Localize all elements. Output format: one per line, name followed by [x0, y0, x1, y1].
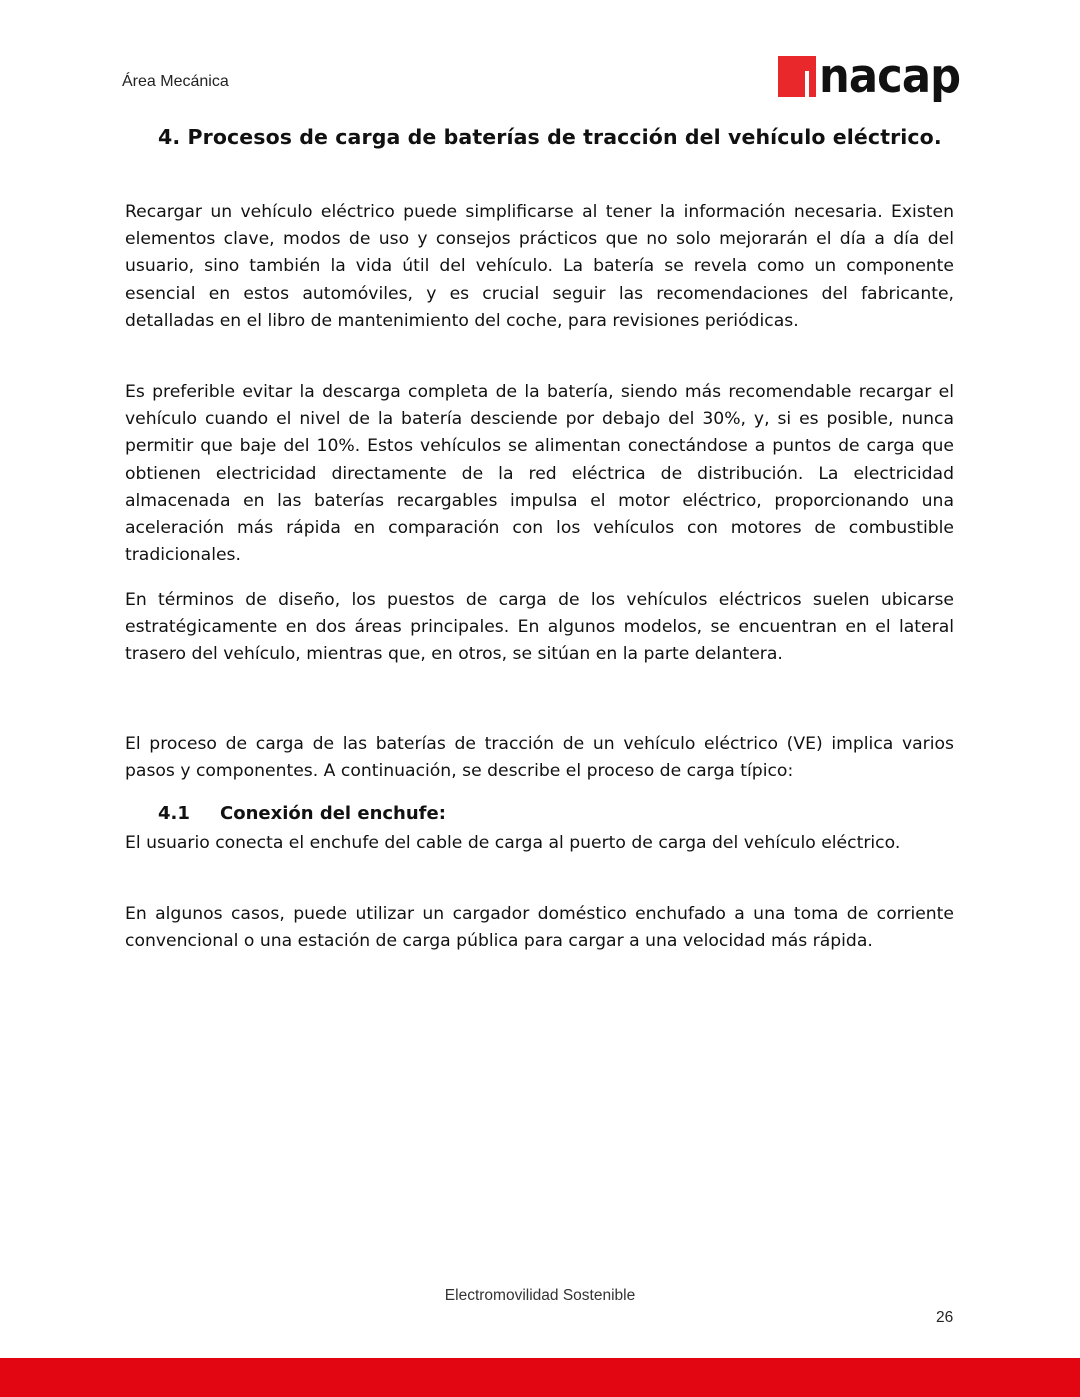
- logo-mark-icon: [778, 56, 816, 97]
- paragraph-3: En términos de diseño, los puestos de carga de los vehículos eléctricos suelen ubicarse estratégicamente en dos áreas principales. En algunos modelos, se encuentran en el lateral trasero del vehículo, mientras que, en otros, se sitúan en la parte delantera.: [125, 590, 954, 665]
- page-number: 26: [936, 1309, 954, 1326]
- paragraph-2: Es preferible evitar la descarga completa de la batería, siendo más recomendable recargar el vehículo cuando el nivel de la batería desciende por debajo del 30%, y, si es posible, nunca permitir que baje del 10%. Estos vehículos se alimentan conectándose a puntos de carga que obtienen electricidad directamente de la red eléctrica de distribución. La electricidad almacenada en las baterías recargables impulsa el motor eléctrico, proporcionando una aceleración más rápida en comparación con los vehículos con motores de combustible tradicionales.: [125, 382, 954, 566]
- subsection-paragraph-1: El usuario conecta el enchufe del cable de carga al puerto de carga del vehículo eléctrico.: [125, 833, 901, 853]
- paragraph-1: Recargar un vehículo eléctrico puede simplificarse al tener la información necesaria. Existen elementos clave, modos de uso y consejos prácticos que no solo mejorarán el día a día del usuario, sino también la vida útil del vehículo. La batería se revela como un componente esencial en estos automóviles, y es crucial seguir las recomendaciones del fabricante, detalladas en el libro de mantenimiento del coche, para revisiones periódicas.: [125, 202, 954, 331]
- footer-red-bar: [0, 1358, 1080, 1397]
- footer-title: Electromovilidad Sostenible: [444, 1287, 636, 1304]
- subsection-title: Conexión del enchufe:: [220, 803, 446, 824]
- subsection-paragraph-2: En algunos casos, puede utilizar un cargador doméstico enchufado a una toma de corriente convencional o una estación de carga pública para cargar a una velocidad más rápida.: [125, 904, 954, 952]
- header-area-label: Área Mecánica: [122, 73, 229, 90]
- logo-text: nacap: [819, 49, 961, 104]
- section-title: 4. Procesos de carga de baterías de tracción del vehículo eléctrico.: [158, 125, 942, 149]
- inacap-logo: [778, 49, 972, 110]
- paragraph-4: El proceso de carga de las baterías de tracción de un vehículo eléctrico (VE) implica varios pasos y componentes. A continuación, se describe el proceso de carga típico:: [125, 734, 954, 782]
- subsection-heading: [158, 803, 446, 824]
- subsection-number: 4.1: [158, 803, 190, 824]
